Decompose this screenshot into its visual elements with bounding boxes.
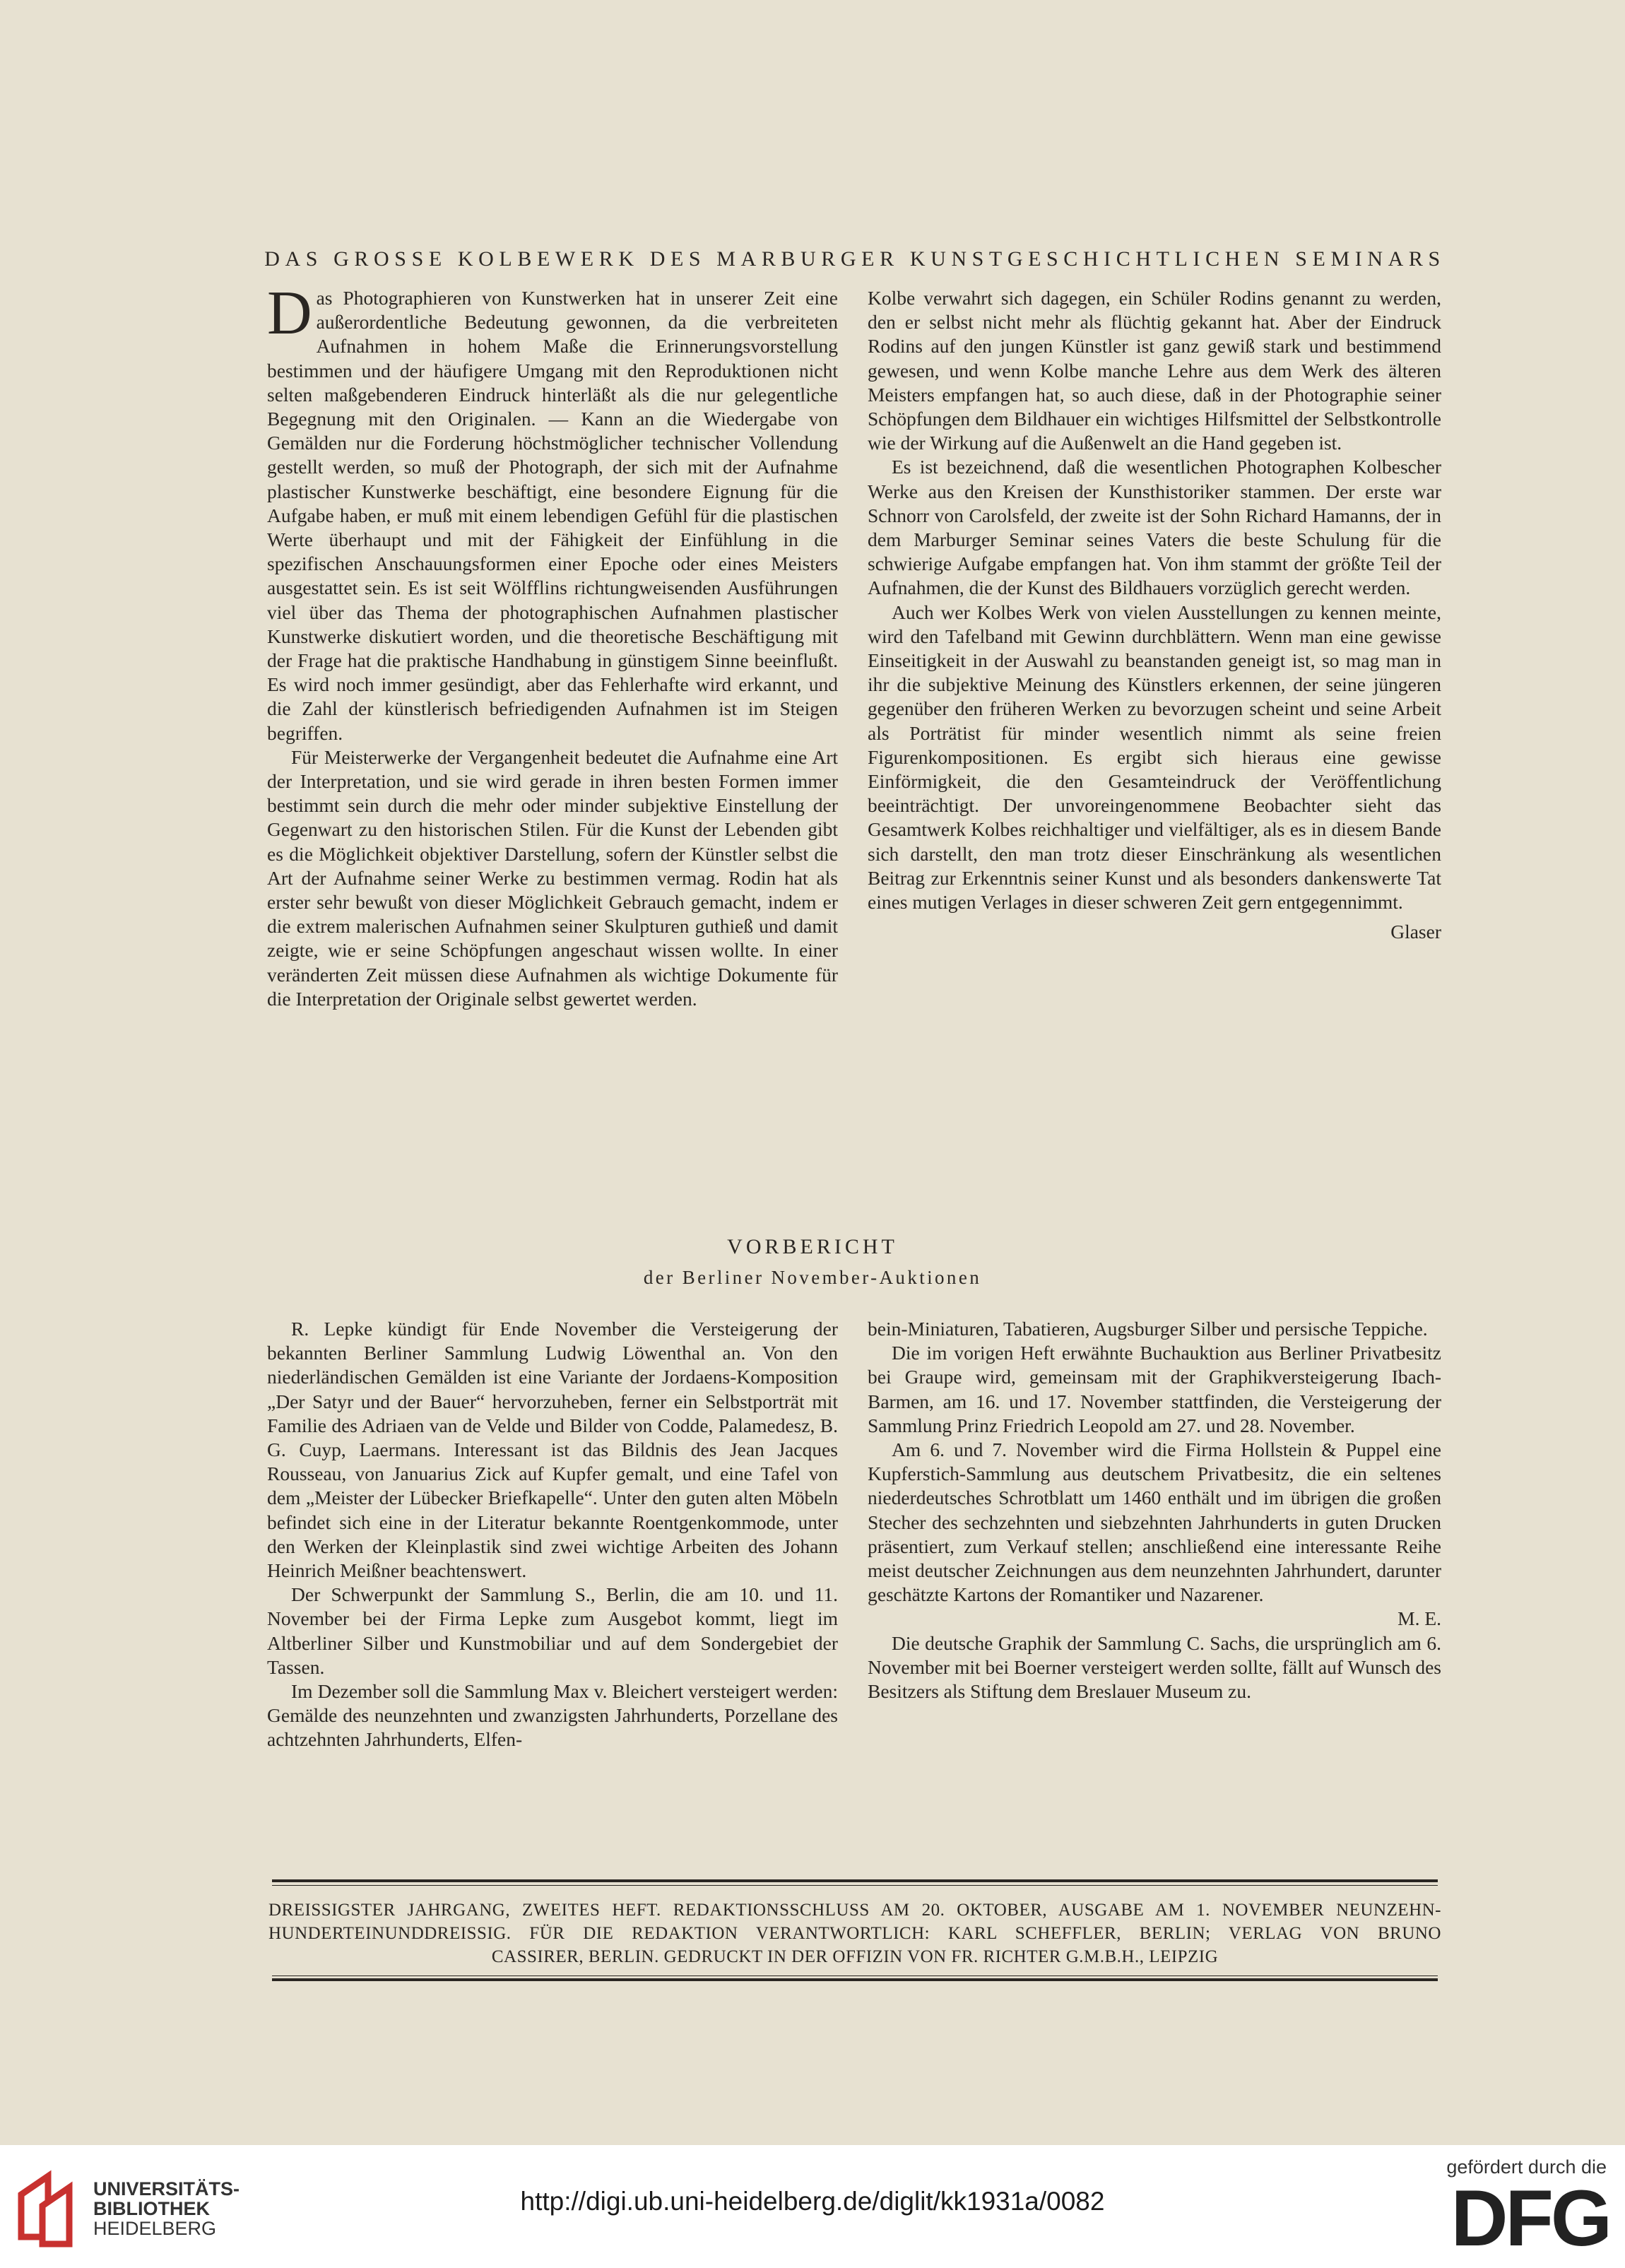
article2-paragraph: Im Dezember soll die Sammlung Max v. Bleichert versteigert werden: Gemälde des neunzehnten und zwanzigsten Jahrhunderts, Porzellane des achtzehnten Jahrhunderts, Elfen-	[267, 1680, 838, 1751]
author-signature: Glaser	[1390, 921, 1441, 943]
article1-column-right	[868, 286, 1441, 944]
article2-column-left	[267, 1317, 838, 1752]
article-title-kolbewerk: DAS GROSSE KOLBEWERK DES MARBURGER KUNSTGESCHICHTLICHEN SEMINARS	[264, 247, 1446, 271]
dfg-logo: DFG	[1450, 2174, 1609, 2262]
footer-rule-top-thin	[272, 1885, 1438, 1886]
article2-paragraph: Die deutsche Graphik der Sammlung C. Sachs, die ursprünglich am 6. November mit bei Boerner versteigert werden sollte, fällt auf Wunsch des Besitzers als Stiftung dem Breslauer Museum zu.	[868, 1631, 1441, 1703]
article1-paragraph: Es ist bezeichnend, daß die wesentlichen Photographen Kolbescher Werke aus den Kreisen der Kunsthistoriker stammen. Der erste war Schnorr von Carolsfeld, der zweite ist der Sohn Richard Hamanns, der in dem Marburger Seminar seines Vaters die beste Schulung für die schwierige Aufgabe empfangen hat. Von ihm stammt der größte Teil der Aufnahmen, die der Kunst des Bildhauers vorzüglich gerecht werden.	[868, 456, 1441, 599]
footer-rule-bottom-thick	[272, 1978, 1438, 1981]
imprint-line: CASSIRER, BERLIN. GEDRUCKT IN DER OFFIZIN VON FR. RICHTER G.M.B.H., LEIPZIG	[491, 1947, 1219, 1966]
article2-paragraph: Der Schwerpunkt der Sammlung S., Berlin, die am 10. und 11. November bei der Firma Lepke zum Ausgebot kommt, liegt im Altberliner Silber und Kunstmobiliar und auf dem Sondergebiet der Tassen.	[267, 1583, 838, 1678]
article2-paragraph: Die im vorigen Heft erwähnte Buchauktion aus Berliner Privatbesitz bei Graupe wird, gemeinsam mit der Graphikversteigerung Ibach-Barmen, am 16. und 17. November stattfinden, die Versteigerung der Sammlung Prinz Friedrich Leopold am 27. und 28. November.	[868, 1342, 1441, 1436]
author-signature: M. E.	[1398, 1607, 1441, 1630]
article1-paragraph: Kolbe verwahrt sich dagegen, ein Schüler Rodins genannt zu werden, den er selbst nicht mehr als flüchtig gekannt hat. Aber der Eindruck Rodins auf den jungen Künstler ist ganz gewiß stark und bestimmend gewesen, und wenn Kolbe manche Lehre aus dem Werk des älteren Meisters empfangen hat, so auch diese, daß in der Photographie seiner Schöpfungen dem Bildhauer ein wichtiges Hilfsmittel der Selbstkontrolle wie der Wirkung auf die Außenwelt an die Hand gegeben ist.	[868, 287, 1441, 454]
permalink-url[interactable]: http://digi.ub.uni-heidelberg.de/diglit/kk1931a/0082	[520, 2187, 1105, 2216]
drop-cap: D	[267, 279, 312, 348]
footer-rule-top-thick	[272, 1879, 1438, 1882]
article2-paragraph: R. Lepke kündigt für Ende November die Versteigerung der bekannten Berliner Sammlung Ludwig Löwenthal an. Von den niederländischen Gemälden ist eine Variante der Jordaens-Komposition „Der Satyr und der Bauer“ hervorzuheben, ferner ein Selbstporträt mit Familie des Adriaen van de Velde und Bilder von Codde, Palamedesz, B. G. Cuyp, Laermans. Interessant ist das Bildnis des Jean Jacques Rousseau, von Januarius Zick auf Kupfer gemalt, und eine Tafel von dem „Meister der Lübecker Briefkapelle“. Unter den guten alten Möbeln befindet sich eine in der Literatur bekannte Roentgenkommode, unter den Werken der Kleinplastik sind zwei wichtige Arbeiten des Johann Heinrich Meißner beachtenswert.	[267, 1318, 838, 1582]
imprint-footer	[268, 1898, 1441, 1968]
article-subtitle: der Berliner November-Auktionen	[643, 1267, 982, 1288]
article2-column-right	[868, 1317, 1441, 1703]
article2-paragraph: bein-Miniaturen, Tabatieren, Augsburger Silber und persische Teppiche.	[868, 1318, 1428, 1340]
library-name-line: UNIVERSITÄTS-	[93, 2178, 240, 2199]
article1-paragraph: Für Meisterwerke der Vergangenheit bedeutet die Aufnahme eine Art der Interpretation, und sie wird gerade in ihren besten Formen immer bestimmt sein durch die mehr oder minder subjektive Einstellung der Gegenwart zu den historischen Stilen. Für die Kunst der Lebenden gibt es die Möglichkeit objektiver Darstellung, sofern der Künstler selbst die Art der Aufnahme seiner Werke zu bestimmen vermag. Rodin hat als erster sehr bewußt von dieser Möglichkeit Gebrauch gemacht, indem er die extrem malerischen Aufnahmen seiner Skulpturen guthieß und damit zeigte, wie er seine Schöpfungen angeschaut wissen wollte. In einer veränderten Zeit müssen diese Aufnahmen als wichtige Dokumente für die Interpretation der Originale selbst gewertet werden.	[267, 745, 838, 1010]
sponsor-caption: gefördert durch die	[1446, 2156, 1607, 2178]
library-name-line: BIBLIOTHEK	[93, 2198, 210, 2219]
article1-paragraph: Das Photographieren von Kunstwerken hat in unserer Zeit eine außerordentliche Bedeutung gewonnen, da die verbreiteten Aufnahmen in hohem Maße die Erinnerungsvorstellung bestimmen und der häufigere Umgang mit den Reproduktionen nicht selten maßgebenderen Eindruck hinterläßt als die nur gelegentliche Begegnung mit den Originalen. — Kann an die Wiedergabe von Gemälden nur die Forderung höchstmöglicher technischer Vollendung gestellt werden, so muß der Photograph, der sich mit der Aufnahme plastischer Kunstwerke beschäftigt, eine besondere Eignung für die Aufgabe haben, er muß mit einem lebendigen Gefühl für die plastischen Werte überhaupt und mit der Fähigkeit der Einfühlung in die spezifischen Anschauungsformen einer Epoche oder eines Meisters ausgestattet sein. Es ist seit Wölfflins richtungweisenden Ausführungen viel über das Thema der photographischen Aufnahmen plastischer Kunstwerke diskutiert worden, und die theoretische Beschäftigung mit der Frage hat die praktische Handhabung in günstigem Sinne beeinflußt. Es wird noch immer gesündigt, aber das Fehlerhafte wird erkannt, und die Zahl der künstlerisch befriedigenden Aufnahmen ist im Steigen begriffen.	[267, 279, 838, 744]
library-city-line: HEIDELBERG	[93, 2218, 217, 2239]
article1-column-left	[267, 279, 838, 1011]
footer-rule-bottom-thin	[272, 1975, 1438, 1976]
article2-paragraph: Am 6. und 7. November wird die Firma Hollstein & Puppel eine Kupferstich-Sammlung aus deutschem Privatbesitz, die ein seltenes niederdeutsches Schrotblatt um 1460 enthält und im übrigen die großen Stecher des sechzehnten und siebzehnten Jahrhunderts in guten Drucken präsentiert, zum Verkauf stellen; anschließend eine interessante Reihe meist deutscher Zeichnungen aus dem neunzehnten Jahrhundert, darunter geschätzte Kartons der Romantiker und Nazarener.	[868, 1439, 1441, 1606]
article1-paragraph: Auch wer Kolbes Werk von vielen Ausstellungen zu kennen meinte, wird den Tafelband mit Gewinn durchblättern. Wenn man eine gewisse Einseitigkeit in der Auswahl zu beanstanden geneigt ist, so mag man in ihr die subjektive Meinung des Künstlers erkennen, der seine jüngeren gegenüber den früheren Werken zu bevorzugen scheint und seine Arbeit als Porträtist für minder wesentlich nimmt als seine freien Figurenkompositionen. Es ergibt sich hieraus eine gewisse Einförmigkeit, die den Gesamteindruck der Veröffentlichung beeinträchtigt. Der unvoreingenommene Beobachter sieht das Gesamtwerk Kolbes reichhaltiger und vielfältiger, als es in diesem Bande sich darstellt, den man trotz dieser Einschränkung als wesentlichen Beitrag zur Erkenntnis seiner Kunst und als besonders dankenswerte Tat eines mutigen Verlages in dieser schweren Zeit gern entgegennimmt.	[868, 601, 1441, 914]
article-title-vorbericht: VORBERICHT	[727, 1235, 898, 1258]
imprint-line: HUNDERTEINUNDDREISSIG. FÜR DIE REDAKTION VERANTWORTLICH: KARL SCHEFFLER, BERLIN; VERLAG VON BRUNO	[268, 1924, 1441, 1943]
imprint-line: DREISSIGSTER JAHRGANG, ZWEITES HEFT. REDAKTIONSSCHLUSS AM 20. OKTOBER, AUSGABE AM 1. NOVEMBER NEUNZEHN-	[268, 1901, 1441, 1920]
